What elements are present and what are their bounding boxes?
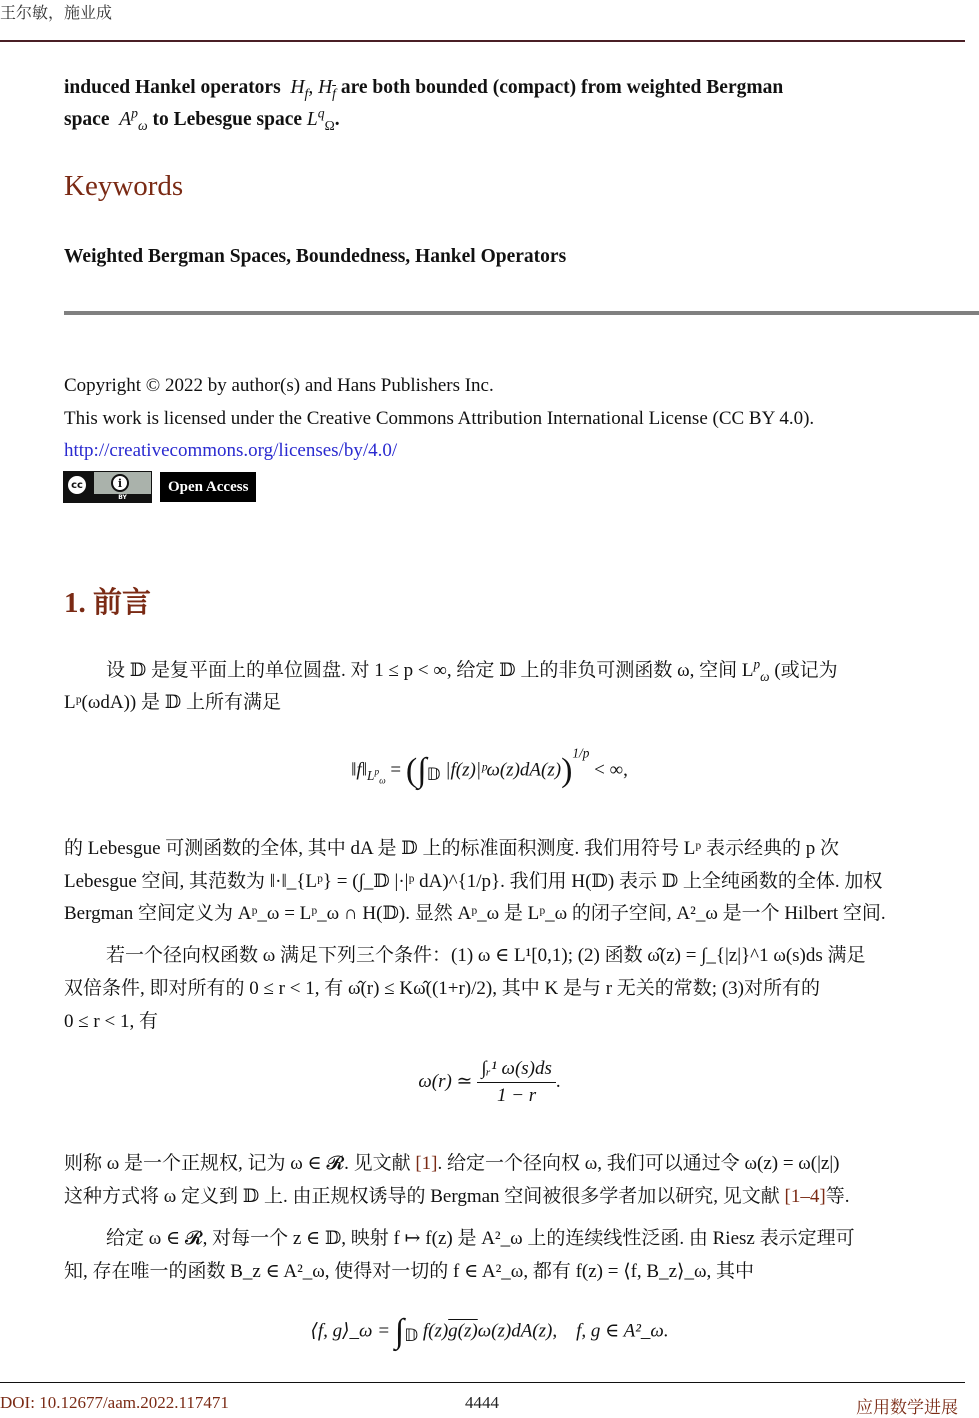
abstract-line-1: induced Hankel operators $H_f$, $H_{\overline{f}}$ are both bounded (compact) from weighted Bergman (64, 77, 784, 101)
footer-divider (0, 1382, 965, 1383)
attribution-person-icon: i (111, 474, 129, 492)
paragraph-4-line-1: 则称 ω 是一个正规权, 记为 ω ∈ 𝓡. 见文献 [1]. 给定一个径向权 ω, 我们可以通过令 ω(z) = ω(|z|) (64, 1153, 840, 1174)
citation-1-4[interactable]: [1–4] (784, 1186, 826, 1207)
lebesgue-space-math: $L^q_\Omega$ (306, 105, 335, 133)
keywords-list: Weighted Bergman Spaces, Boundedness, Hankel Operators (64, 246, 567, 267)
abstract-continuation (64, 72, 969, 136)
keywords-heading: Keywords (64, 170, 184, 202)
paragraph-5-line-2: 知, 存在唯一的函数 B_z ∈ A²_ω, 使得对一切的 f ∈ A²_ω, 都有 f(z) = ⟨f, B_z⟩_ω, 其中 (64, 1261, 754, 1282)
paragraph-3-line-1: 若一个径向权函数 ω 满足下列三个条件：(1) ω ∈ L¹[0,1); (2) 函数 ω̂(z) = ∫_{|z|}^1 ω(s)ds 满足 (106, 945, 866, 966)
by-label: BY (64, 494, 151, 502)
equation-norm: $‖f‖_{L^p_\omega} = (\int_𝔻$ |f(z)|ᵖω(z)dA(z))$^{1/p}$ < ∞, (351, 745, 628, 789)
bergman-space-math: $A^p_\omega$ (119, 105, 148, 133)
hankel-operators-math: $H_f$, $H_{\overline{f}}$ (290, 77, 336, 101)
footer-doi[interactable]: DOI: 10.12677/aam.2022.117471 (0, 1393, 229, 1412)
citation-1[interactable]: [1] (415, 1153, 438, 1174)
paragraph-1-line-2: Lᵖ(ωdA)) 是 𝔻 上所有满足 (64, 692, 281, 713)
license-link[interactable]: http://creativecommons.org/licenses/by/4.0/ (64, 440, 398, 461)
running-header-authors: 王尔敏，施业成 (0, 5, 113, 22)
section-divider (64, 311, 979, 315)
copyright-block (64, 370, 814, 468)
page-number: 4444 (465, 1393, 499, 1412)
cc-icon: cc (66, 474, 88, 496)
license-badges (63, 471, 256, 503)
license-line: This work is licensed under the Creative Commons Attribution International License (CC BY 4.0). (64, 407, 815, 429)
left-paren: ( (405, 752, 418, 789)
equation-normal-weight: ω(r) ≃ $\frac{\text{∫ᵣ¹ ω(s)ds}}{1 - r}$ . (418, 1058, 561, 1106)
paragraph-3-line-3: 0 ≤ r < 1, 有 (64, 1011, 158, 1032)
paragraph-2-line-1: 的 Lebesgue 可测函数的全体, 其中 dA 是 𝔻 上的标准面积测度. 我们用符号 Lᵖ 表示经典的 p 次 (64, 838, 839, 859)
cc-by-badge[interactable] (63, 471, 152, 503)
paragraph-3-line-2: 双倍条件, 即对所有的 0 ≤ r < 1, 有 ω̂(r) ≤ Kω̂((1+r)/2), 其中 K 是与 r 无关的常数; (3)对所有的 (64, 978, 820, 999)
paragraph-2-line-3: Bergman 空间定义为 Aᵖ_ω = Lᵖ_ω ∩ H(𝔻). 显然 Aᵖ_ω 是 Lᵖ_ω 的闭子空间, A²_ω 是一个 Hilbert 空间. (64, 903, 886, 924)
paragraph-2-line-2: Lebesgue 空间, 其范数为 ‖·‖_{Lᵖ} = (∫_𝔻 |·|ᵖ dA)^{1/p}. 我们用 H(𝔻) 表示 𝔻 上全纯函数的全体. 加权 (64, 871, 883, 892)
paragraph-5-line-1: 给定 ω ∈ 𝓡, 对每一个 z ∈ 𝔻, 映射 f ↦ f(z) 是 A²_ω 上的连续线性泛函. 由 Riesz 表示定理可 (106, 1228, 855, 1249)
paragraph-1: 设 𝔻 是复平面上的单位圆盘. 对 1 ≤ p < ∞, 给定 𝔻 上的非负可测函数 ω, 空间 $L^p_\omega$ (或记为 (106, 656, 838, 684)
copyright-line: Copyright © 2022 by author(s) and Hans Publishers Inc. (64, 375, 494, 396)
journal-name: 应用数学进展 (856, 1398, 958, 1417)
integral-sign: ∫ (417, 752, 427, 789)
abstract-line-2: space $A^p_\omega$ to Lebesgue space $L^q_\Omega$. (64, 105, 340, 133)
integral-sign: ∫ (394, 1313, 405, 1350)
equation-inner-product: ⟨f, g⟩_ω = $\int_𝔻$ f(z)g(z)ω(z)dA(z), f, g ∈ A²_ω. (310, 1313, 669, 1350)
header-divider (0, 40, 965, 42)
paragraph-4-line-2: 这种方式将 ω 定义到 𝔻 上. 由正规权诱导的 Bergman 空间被很多学者加以研究, 见文献 [1–4]等. (64, 1186, 850, 1207)
conjugate-g: g(z) (448, 1320, 478, 1342)
open-access-badge[interactable]: Open Access (160, 472, 256, 502)
section-heading-introduction: 1. 前言 (64, 587, 152, 619)
